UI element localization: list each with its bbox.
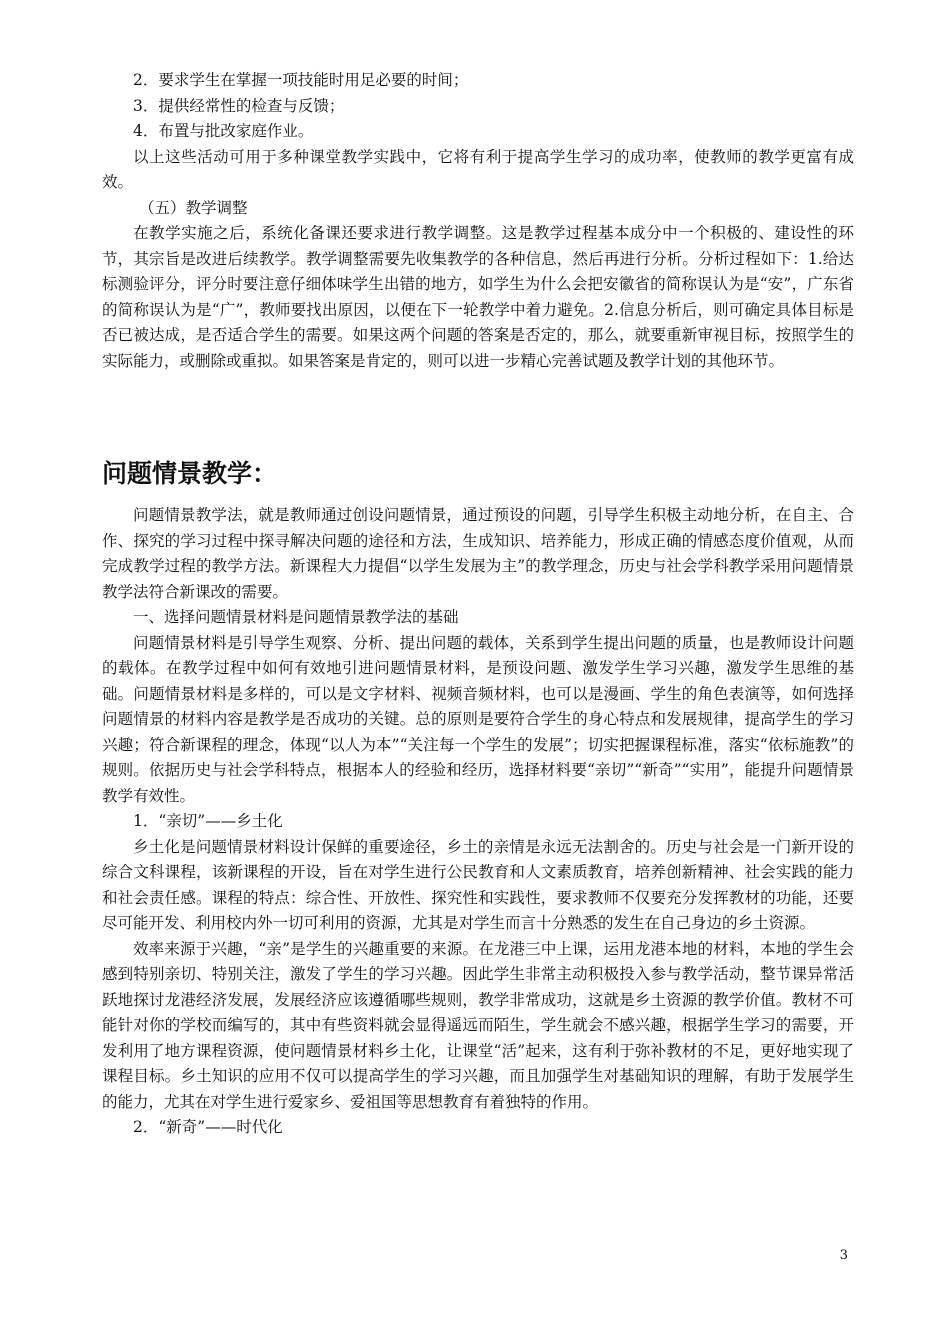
list-item: 3．提供经常性的检查与反馈； [133,96,345,115]
sub1-paragraph: 乡土化是问题情景材料设计保鲜的重要途径，乡土的亲情是永远无法割舍的。历史与社会是一门新开设的综合文科课程，该新课程的开设，旨在对学生进行公民教育和人文素质教育，培养创新精神、社会实践的能力和社会责任感。课程的特点：综合性、开放性、探究性和实践性，要求教师不仅要充分发挥教材的功能，还要尽可能开发、利用校内外一切可利用的资源，尤其是对学生而言十分熟悉的发生在自己身边的乡土资源。 [102,837,854,932]
sub2-heading: 2．“新奇”——时代化 [133,1118,283,1136]
intro-paragraph: 问题情景教学法，就是教师通过创设问题情景，通过预设的问题，引导学生积极主动地分析，在自主、合作、探究的学习过程中探寻解决问题的途径和方法，生成知识、培养能力，形成正确的情感态度价值观，从而完成教学过程的教学方法。新课程大力提倡“以学生发展为主”的教学理念，历史与社会学科教学采用问题情景教学法符合新课改的需要。 [102,506,854,601]
part1-paragraph: 问题情景材料是引导学生观察、分析、提出问题的载体，关系到学生提出问题的质量，也是教师设计问题的载体。在教学过程中如何有效地引进问题情景材料，是预设问题、激发学生学习兴趣，激发学生思维的基础。问题情景材料是多样的，可以是文字材料、视频音频材料，也可以是漫画、学生的角色表演等，如何选择问题情景的材料内容是教学是否成功的关键。总的原则是要符合学生的身心特点和发展规律，提高学生的学习兴趣；符合新课程的理念，体现“以人为本”“关注每一个学生的发展”；切实把握课程标准，落实“依标施教”的规则。依据历史与社会学科特点，根据本人的经验和经历，选择材料要“亲切”“新奇”“实用”，能提升问题情景教学有效性。 [102,633,854,805]
page-number: 3 [839,1248,848,1263]
adjustment-heading: （五）教学调整 [139,198,248,217]
section-gap [102,374,854,456]
page-content [102,68,854,1141]
sub1-paragraph: 效率来源于兴趣，“亲”是学生的兴趣重要的来源。在龙港三中上课，运用龙港本地的材料，本地的学生会感到特别亲切、特别关注，激发了学生的学习兴趣。因此学生非常主动积极投入参与教学活动，整节课异常活跃地探讨龙港经济发展，发展经济应该遵循哪些规则，教学非常成功，这就是乡土资源的教学价值。教材不可能针对你的学校而编写的，其中有些资料就会显得遥远而陌生，学生就会不感兴趣，根据学生学习的需要，开发利用了地方课程资源，使问题情景材料乡土化，让课堂“活”起来，这有利于弥补教材的不足，更好地实现了课程目标。乡土知识的应用不仅可以提高学生的学习兴趣，而且加强学生对基础知识的理解，有助于发展学生的能力，尤其在对学生进行爱家乡、爱祖国等思想教育有着独特的作用。 [102,939,854,1111]
list-item: 4．布置与批改家庭作业。 [133,122,314,140]
sub1-heading: 1．“亲切”——乡土化 [133,812,283,830]
list-item: 2．要求学生在掌握一项技能时用足必要的时间； [133,71,469,89]
summary-paragraph: 以上这些活动可用于多种课堂教学实践中，它将有利于提高学生学习的成功率，使教师的教学更富有成效。 [102,147,854,191]
adjustment-paragraph: 在教学实施之后，系统化备课还要求进行教学调整。这是教学过程基本成分中一个积极的、建设性的环节，其宗旨是改进后续教学。教学调整需要先收集教学的各种信息，然后再进行分析。分析过程如下：1.给达标测验评分，评分时要注意仔细体味学生出错的地方，如学生为什么会把安徽省的简称误认为是“安”，广东省的简称误认为是“广”，教师要找出原因，以便在下一轮教学中着力避免。2.信息分析后，则可确定具体目标是否已被达成，是否适合学生的需要。如果这两个问题的答案是否定的，那么，就要重新审视目标，按照学生的实际能力，或删除或重拟。如果答案是肯定的，则可以进一步精心完善试题及教学计划的其他环节。 [102,224,854,370]
section-title: 问题情景教学： [102,459,278,488]
part1-heading: 一、选择问题情景材料是问题情景教学法的基础 [133,608,459,626]
